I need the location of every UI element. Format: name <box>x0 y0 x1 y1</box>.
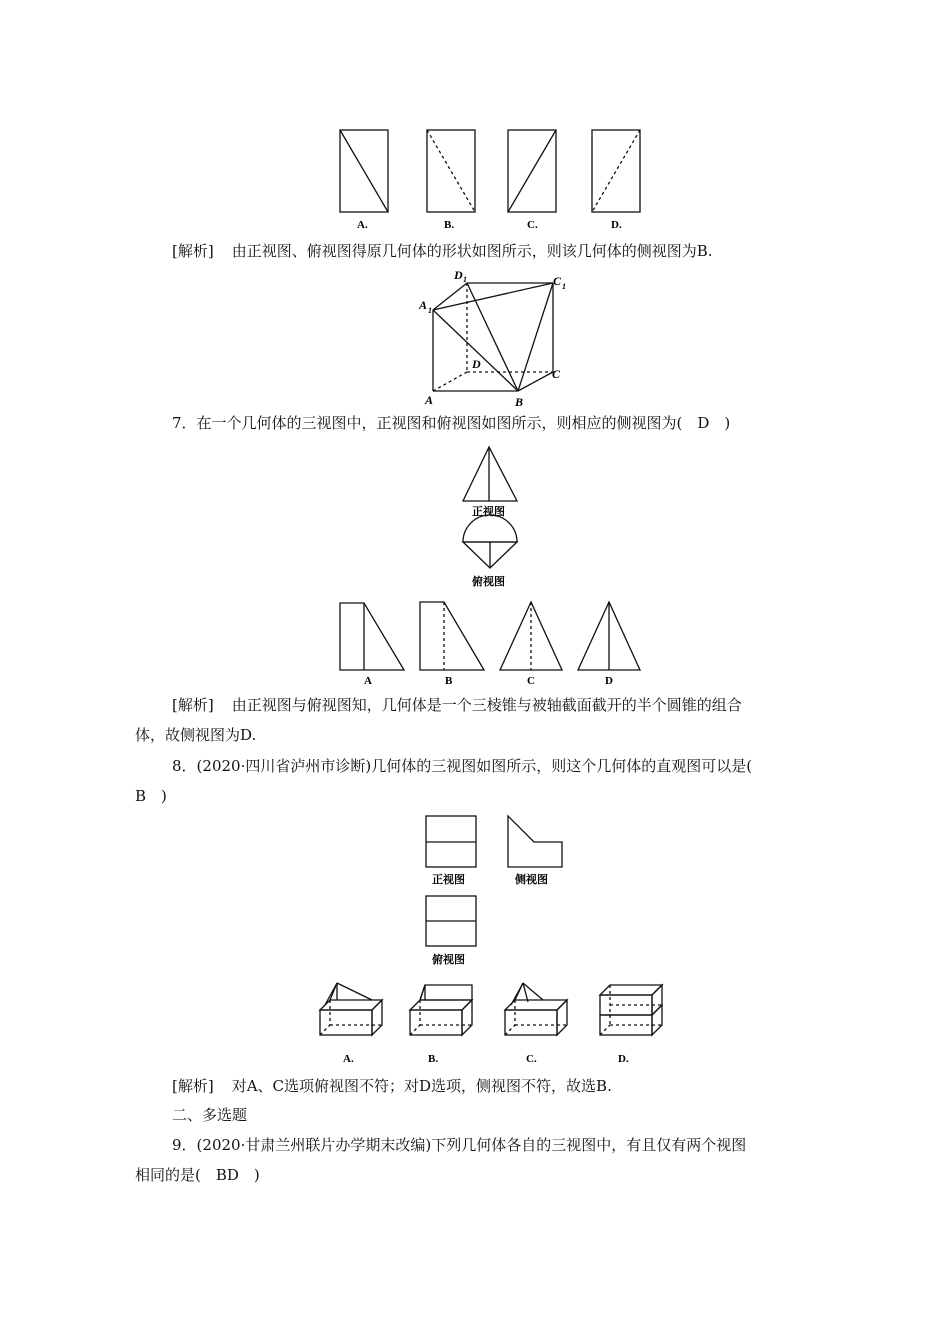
q8-front-view <box>420 810 490 890</box>
q6-analysis: [解析] 由正视图、俯视图得原几何体的形状如图所示，则该几何体的侧视图为B. <box>172 242 713 260</box>
q8-option-a-figure <box>315 980 390 1070</box>
q8-top-view <box>420 890 490 970</box>
q7-analysis-cont: 体，故侧视图为D. <box>135 726 257 744</box>
q8-option-d-figure <box>590 980 665 1070</box>
svg-text:俯视图: 俯视图 <box>432 953 465 966</box>
svg-text:俯视图: 俯视图 <box>472 575 505 588</box>
q8-option-b-figure <box>405 980 480 1070</box>
svg-text:A: A <box>419 298 428 312</box>
q6-option-d-figure <box>582 125 662 235</box>
svg-text:D.: D. <box>618 1053 629 1065</box>
svg-text:B: B <box>515 395 524 409</box>
q9-stem: 9．(2020·甘肃兰州联片办学期末改编)下列几何体各自的三视图中，有且仅有两个视图 <box>172 1136 747 1154</box>
analysis-tag: [解析] <box>172 242 214 260</box>
q7-option-a-figure <box>335 598 410 688</box>
q6-option-d-label: D. <box>611 219 622 231</box>
q7-stem: 7．在一个几何体的三视图中，正视图和俯视图如图所示，则相应的侧视图为( D ) <box>172 414 731 432</box>
q6-option-c-label: C. <box>527 219 538 231</box>
svg-text:D: D <box>605 675 613 687</box>
svg-text:C: C <box>553 274 562 288</box>
q7-front-view <box>455 445 525 520</box>
q8-stem-cont: B ) <box>135 787 167 805</box>
svg-text:A: A <box>364 675 372 687</box>
svg-text:1: 1 <box>428 306 432 315</box>
q7-analysis: [解析] 由正视图与俯视图知，几何体是一个三棱锥与被轴截面截开的半个圆锥的组合 <box>172 696 742 714</box>
q9-stem-cont: 相同的是( BD ) <box>135 1166 260 1184</box>
q6-option-a-figure <box>330 125 410 235</box>
svg-text:B.: B. <box>428 1053 439 1065</box>
q6-option-b-label: B. <box>444 219 455 231</box>
svg-text:D: D <box>472 357 481 371</box>
svg-text:A: A <box>425 393 434 407</box>
svg-text:B: B <box>445 675 453 687</box>
svg-text:A.: A. <box>343 1053 354 1065</box>
svg-text:C.: C. <box>526 1053 537 1065</box>
svg-text:C: C <box>527 675 535 687</box>
q6-option-a-label: A. <box>357 219 368 231</box>
svg-text:1: 1 <box>463 275 467 284</box>
q8-side-view <box>500 810 575 890</box>
svg-text:正视图: 正视图 <box>472 505 505 518</box>
q8-option-c-figure <box>495 980 570 1070</box>
svg-text:侧视图: 侧视图 <box>515 873 548 886</box>
svg-text:D: D <box>454 268 463 282</box>
q7-top-view <box>455 518 525 590</box>
svg-text:正视图: 正视图 <box>432 873 465 886</box>
q6-option-b-figure <box>415 125 495 235</box>
section-heading: 二、多选题 <box>172 1106 248 1124</box>
svg-text:C: C <box>552 367 561 381</box>
q7-option-b-figure <box>415 598 490 688</box>
svg-text:1: 1 <box>562 282 566 291</box>
q6-option-c-figure <box>498 125 578 235</box>
q7-option-c-figure <box>495 598 570 688</box>
q7-option-d-figure <box>573 598 648 688</box>
q8-stem: 8．(2020·四川省泸州市诊断)几何体的三视图如图所示，则这个几何体的直观图可以是( <box>172 757 753 775</box>
q6-cube-figure <box>415 265 585 410</box>
q8-analysis: [解析] 对A、C选项俯视图不符；对D选项，侧视图不符，故选B. <box>172 1077 612 1095</box>
